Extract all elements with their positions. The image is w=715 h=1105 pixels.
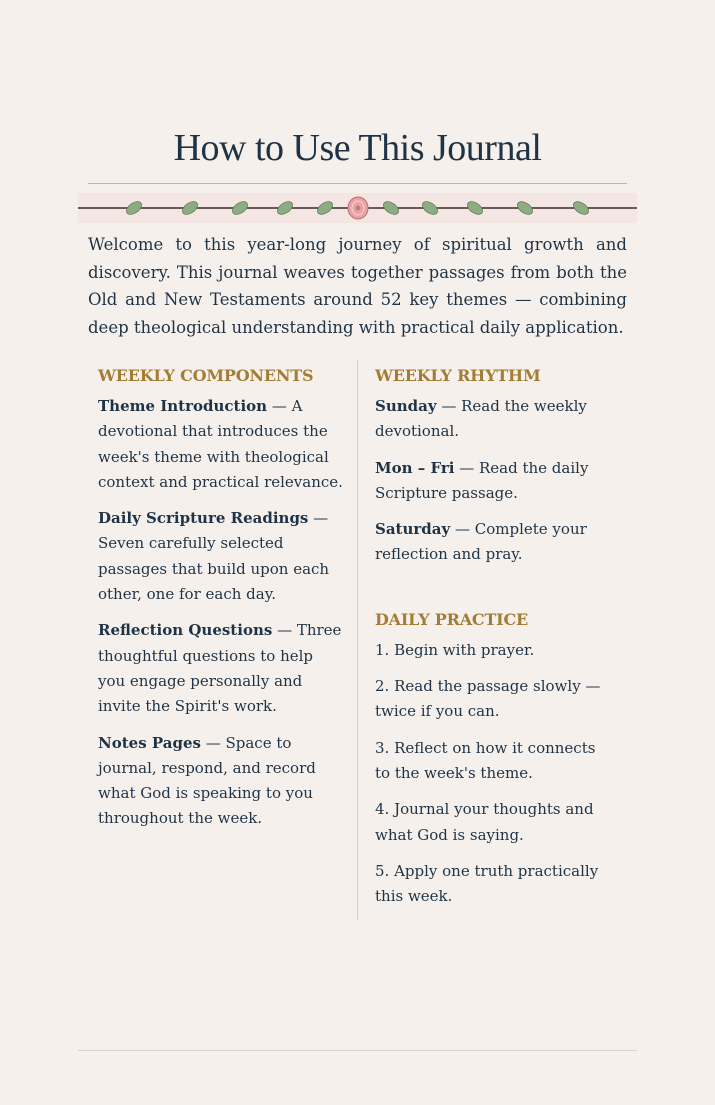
column-divider [357,360,358,920]
weekly-components-heading: WEEKLY COMPONENTS [98,366,314,385]
vine-leaf-icon [230,199,250,217]
vine-leaf-icon [275,199,295,217]
vine-ornament-graphic [78,193,637,223]
vine-leaf-icon [315,199,335,217]
vine-leaf-icon [381,199,401,217]
title-underline [88,183,627,184]
vine-leaf-icon [124,199,144,217]
vine-leaf-icon [180,199,200,217]
component-item [98,731,343,832]
flower-icon [348,197,368,219]
page-title: How to Use This Journal [173,127,542,169]
rhythm-item [375,517,615,568]
rhythm-description: — Read the weekly devotional. [375,397,587,441]
component-item [98,394,343,495]
component-description: — Three thoughtful questions to help you engage personally and invite the Spirit's work. [98,621,342,716]
practice-step: 2. Read the passage slowly — twice if you can. [375,677,601,721]
weekly-components-column [98,364,343,843]
vine-leaf-icon [515,199,535,217]
practice-step: 5. Apply one truth practically this week. [375,861,599,906]
practice-step: 4. Journal your thoughts and what God is saying. [375,800,594,844]
practice-step: 3. Reflect on how it connects to the week's theme. [375,738,596,782]
vine-ornament [78,193,637,223]
rhythm-description: — Read the daily Scripture passage. [375,458,589,502]
vine-leaf-icon [465,199,485,217]
rhythm-item [375,394,615,445]
component-term: Reflection Questions [98,621,273,640]
component-term: Notes Pages [98,733,201,752]
component-item [98,618,343,719]
component-term: Theme Introduction [98,397,268,415]
rhythm-description: — Complete your reflection and pray. [375,520,587,564]
rhythm-day: Saturday [375,520,451,539]
component-description: — Seven carefully selected passages that build upon each other, one for each day. [98,509,330,604]
intro-paragraph: Welcome to this year-long journey of spiritual growth and discovery. This journal weaves together passages from both the Old and New Testaments around 52 key themes — combining deep theological understanding with practical daily application. [88,235,627,337]
rhythm-day: Sunday [375,397,437,415]
vine-leaf-icon [420,199,440,217]
practice-step: 1. Begin with prayer. [375,640,535,659]
weekly-rhythm-heading: WEEKLY RHYTHM [375,366,541,385]
component-description: — A devotional that introduces the week's theme with theological context and practical relevance. [98,397,343,491]
daily-practice-heading: DAILY PRACTICE [375,609,528,629]
component-item [98,506,343,607]
footer-rule [78,1050,637,1051]
vine-leaf-icon [571,199,591,217]
component-description: — Space to journal, respond, and record what God is speaking to you throughout the week. [98,733,316,828]
rhythm-item [375,456,615,507]
rhythm-day: Mon – Fri [375,458,455,477]
rhythm-practice-column [375,364,615,920]
component-term: Daily Scripture Readings [98,509,309,528]
